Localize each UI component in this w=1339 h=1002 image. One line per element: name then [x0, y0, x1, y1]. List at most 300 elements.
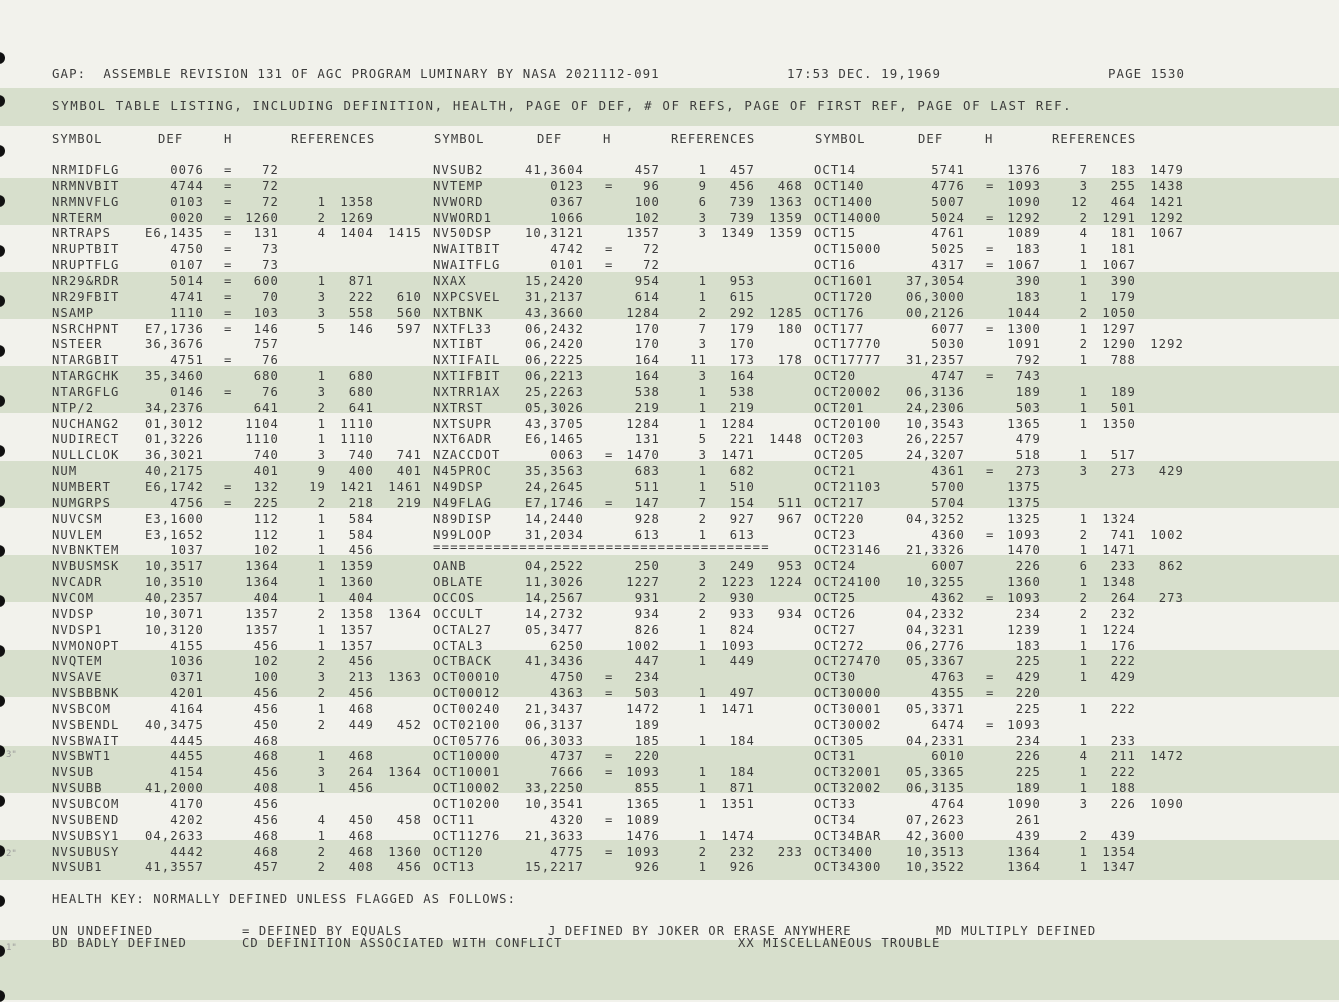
symbol-health: = [605, 845, 614, 859]
symbol-definition: 4761 [931, 226, 965, 240]
first-ref-page: 1349 [721, 226, 755, 240]
symbol-definition: 4170 [170, 797, 204, 811]
first-ref-page: 1471 [721, 448, 755, 462]
symbol-health: = [224, 306, 233, 320]
def-page: 102 [634, 211, 660, 225]
ref-count: 1 [317, 575, 326, 589]
symbol-definition: 4776 [931, 179, 965, 193]
first-ref-page: 933 [729, 607, 755, 621]
symbol-definition: E3,1600 [144, 512, 204, 526]
ref-count: 1 [317, 623, 326, 637]
ref-count: 1 [1079, 860, 1088, 874]
symbol-name: OCT30002 [814, 718, 882, 732]
symbol-name: NVSUBSY1 [52, 829, 120, 843]
ref-count: 1 [317, 639, 326, 653]
def-page: 1093 [626, 845, 660, 859]
def-page: 1090 [1007, 797, 1041, 811]
symbol-definition: 24,2306 [905, 401, 965, 415]
symbol-definition: 6474 [931, 718, 965, 732]
last-ref-page: 1472 [1150, 749, 1184, 763]
symbol-definition: 5025 [931, 242, 965, 256]
col-header-symbol: SYMBOL [434, 132, 485, 146]
symbol-definition: 05,3026 [524, 401, 584, 415]
def-page: 1325 [1007, 512, 1041, 526]
ref-count: 1 [698, 781, 707, 795]
margin-mark: 1" [6, 943, 17, 953]
def-page: 683 [634, 464, 660, 478]
ref-count: 1 [317, 369, 326, 383]
symbol-definition: 06,3000 [905, 290, 965, 304]
symbol-name: OCT30 [814, 670, 857, 684]
symbol-name: NULLCLOK [52, 448, 120, 462]
first-ref-page: 1291 [1102, 211, 1136, 225]
symbol-definition: 1066 [550, 211, 584, 225]
symbol-name: OCT20002 [814, 385, 882, 399]
last-ref-page: 953 [777, 559, 803, 573]
def-page: 511 [634, 480, 660, 494]
symbol-definition: 33,2250 [524, 781, 584, 795]
symbol-name: OCTBACK [433, 654, 493, 668]
symbol-health: = [605, 179, 614, 193]
symbol-health: = [986, 591, 995, 605]
symbol-health: = [986, 211, 995, 225]
symbol-definition: 04,2332 [905, 607, 965, 621]
symbol-definition: 31,2137 [524, 290, 584, 304]
symbol-name: NXTSUPR [433, 417, 493, 431]
first-ref-page: 170 [729, 337, 755, 351]
symbol-name: NRMNVBIT [52, 179, 120, 193]
last-ref-page: 452 [396, 718, 422, 732]
def-page: 447 [634, 654, 660, 668]
def-page: 757 [253, 337, 279, 351]
first-ref-page: 232 [1110, 607, 1136, 621]
symbol-name: OCT24 [814, 559, 857, 573]
symbol-definition: 0146 [170, 385, 204, 399]
symbol-definition: 4442 [170, 845, 204, 859]
symbol-definition: 0020 [170, 211, 204, 225]
symbol-definition: 4756 [170, 496, 204, 510]
ref-count: 1 [1079, 654, 1088, 668]
symbol-definition: 06,2420 [524, 337, 584, 351]
def-page: 72 [643, 242, 660, 256]
symbol-definition: 15,2420 [524, 274, 584, 288]
symbol-health: = [605, 670, 614, 684]
symbol-name: NXAX [433, 274, 467, 288]
first-ref-page: 1223 [721, 575, 755, 589]
def-page: 740 [253, 448, 279, 462]
def-page: 518 [1015, 448, 1041, 462]
symbol-health: = [224, 242, 233, 256]
timestamp: 17:53 DEC. 19,1969 [787, 66, 942, 81]
symbol-health: = [986, 258, 995, 272]
symbol-definition: 01,3226 [144, 432, 204, 446]
symbol-health: = [224, 163, 233, 177]
symbol-name: OCT203 [814, 432, 865, 446]
symbol-name: OCT26 [814, 607, 857, 621]
symbol-definition: 01,3012 [144, 417, 204, 431]
first-ref-page: 468 [348, 845, 374, 859]
def-page: 183 [1015, 639, 1041, 653]
def-page: 183 [1015, 242, 1041, 256]
def-page: 1357 [245, 607, 279, 621]
def-page: 73 [262, 242, 279, 256]
symbol-name: OCT201 [814, 401, 865, 415]
ref-count: 2 [698, 575, 707, 589]
symbol-definition: 10,3255 [905, 575, 965, 589]
ref-count: 1 [698, 163, 707, 177]
ref-count: 1 [1079, 702, 1088, 716]
symbol-definition: 21,3437 [524, 702, 584, 716]
symbol-name: OCT32001 [814, 765, 882, 779]
tractor-hole [0, 445, 5, 457]
def-page: 456 [253, 797, 279, 811]
last-ref-page: 1090 [1150, 797, 1184, 811]
first-ref-page: 464 [1110, 195, 1136, 209]
symbol-name: OCTAL27 [433, 623, 493, 637]
first-ref-page: 641 [348, 401, 374, 415]
first-ref-page: 1297 [1102, 322, 1136, 336]
symbol-definition: 4363 [550, 686, 584, 700]
ref-count: 1 [317, 528, 326, 542]
margin-mark: 2" [6, 849, 17, 859]
symbol-name: OCT34 [814, 813, 857, 827]
def-page: 225 [1015, 765, 1041, 779]
def-page: 1470 [626, 448, 660, 462]
last-ref-page: 178 [777, 353, 803, 367]
symbol-name: NRUPTBIT [52, 242, 120, 256]
def-page: 170 [634, 322, 660, 336]
symbol-name: NVSAVE [52, 670, 103, 684]
symbol-name: OCT1601 [814, 274, 874, 288]
def-page: 538 [634, 385, 660, 399]
def-page: 189 [634, 718, 660, 732]
def-page: 468 [253, 829, 279, 843]
symbol-definition: 04,3231 [905, 623, 965, 637]
symbol-definition: 06,2432 [524, 322, 584, 336]
symbol-name: NVCOM [52, 591, 95, 605]
symbol-name: OCT16 [814, 258, 857, 272]
ref-count: 1 [1079, 448, 1088, 462]
symbol-name: OCT27 [814, 623, 857, 637]
last-ref-page: 1285 [769, 306, 803, 320]
def-page: 73 [262, 258, 279, 272]
ref-count: 2 [317, 496, 326, 510]
ref-count: 1 [1079, 845, 1088, 859]
def-page: 614 [634, 290, 660, 304]
symbol-definition: 4742 [550, 242, 584, 256]
symbol-name: NUDIRECT [52, 432, 120, 446]
margin-mark: 3" [6, 750, 17, 760]
def-page: 220 [1015, 686, 1041, 700]
symbol-definition: 14,2732 [524, 607, 584, 621]
symbol-definition: 14,2567 [524, 591, 584, 605]
first-ref-page: 468 [348, 829, 374, 843]
ref-count: 3 [317, 448, 326, 462]
symbol-definition: 25,2263 [524, 385, 584, 399]
ref-count: 1 [1079, 670, 1088, 684]
ref-count: 3 [317, 306, 326, 320]
first-ref-page: 183 [1110, 163, 1136, 177]
symbol-name: NVSBBBNK [52, 686, 120, 700]
last-ref-page: 456 [396, 860, 422, 874]
ref-count: 1 [698, 797, 707, 811]
ref-count: 2 [317, 860, 326, 874]
symbol-name: NXTRR1AX [433, 385, 501, 399]
first-ref-page: 468 [348, 749, 374, 763]
def-page: 1357 [245, 623, 279, 637]
ref-count: 1 [317, 512, 326, 526]
first-ref-page: 1351 [721, 797, 755, 811]
symbol-name: NRTERM [52, 211, 103, 225]
symbol-definition: 0107 [170, 258, 204, 272]
last-ref-page: 1363 [769, 195, 803, 209]
symbol-name: OCT24100 [814, 575, 882, 589]
ref-count: 2 [317, 845, 326, 859]
def-page: 479 [1015, 432, 1041, 446]
def-page: 680 [253, 369, 279, 383]
tractor-hole [0, 52, 5, 64]
ref-count: 1 [1079, 575, 1088, 589]
symbol-name: OCT1400 [814, 195, 874, 209]
symbol-definition: 41,3436 [524, 654, 584, 668]
symbol-definition: 35,3460 [144, 369, 204, 383]
ref-count: 2 [317, 686, 326, 700]
last-ref-page: 1364 [388, 765, 422, 779]
def-page: 1364 [1007, 845, 1041, 859]
first-ref-page: 222 [348, 290, 374, 304]
def-page: 112 [253, 528, 279, 542]
symbol-name: OCT10002 [433, 781, 501, 795]
symbol-name: NWAITFLG [433, 258, 501, 272]
first-ref-page: 1474 [721, 829, 755, 843]
def-page: 164 [634, 369, 660, 383]
last-ref-page: 1359 [769, 211, 803, 225]
def-page: 146 [253, 322, 279, 336]
ref-count: 2 [1079, 829, 1088, 843]
def-page: 503 [1015, 401, 1041, 415]
def-page: 226 [1015, 559, 1041, 573]
col-header-def: DEF [158, 132, 184, 146]
last-ref-page: 1421 [1150, 195, 1184, 209]
ref-count: 3 [317, 670, 326, 684]
symbol-name: NXTIFAIL [433, 353, 501, 367]
symbol-name: OCT217 [814, 496, 865, 510]
ref-count: 12 [1071, 195, 1088, 209]
def-page: 1357 [626, 226, 660, 240]
symbol-definition: 1037 [170, 543, 204, 557]
health-key-bd: BD BADLY DEFINED [52, 936, 187, 950]
symbol-health: = [986, 718, 995, 732]
symbol-definition: 4764 [931, 797, 965, 811]
first-ref-page: 615 [729, 290, 755, 304]
symbol-health: = [224, 290, 233, 304]
symbol-name: OCT05776 [433, 734, 501, 748]
symbol-definition: 4455 [170, 749, 204, 763]
symbol-definition: 10,3543 [905, 417, 965, 431]
first-ref-page: 449 [729, 654, 755, 668]
def-page: 189 [1015, 781, 1041, 795]
symbol-name: NUVCSM [52, 512, 103, 526]
symbol-name: OCT3400 [814, 845, 874, 859]
first-ref-page: 184 [729, 765, 755, 779]
symbol-name: NVSUB1 [52, 860, 103, 874]
first-ref-page: 218 [348, 496, 374, 510]
symbol-health: = [224, 226, 233, 240]
first-ref-page: 264 [348, 765, 374, 779]
symbol-name: NRUPTFLG [52, 258, 120, 272]
symbol-name: OCT10001 [433, 765, 501, 779]
health-key-md: MD MULTIPLY DEFINED [936, 924, 1097, 938]
first-ref-page: 1359 [340, 559, 374, 573]
symbol-definition: 05,3477 [524, 623, 584, 637]
ref-count: 1 [698, 829, 707, 843]
first-ref-page: 584 [348, 512, 374, 526]
symbol-definition: 5024 [931, 211, 965, 225]
ref-count: 2 [698, 845, 707, 859]
ref-count: 4 [1079, 226, 1088, 240]
def-page: 954 [634, 274, 660, 288]
first-ref-page: 176 [1110, 639, 1136, 653]
symbol-name: OCT14 [814, 163, 857, 177]
symbol-definition: 4750 [550, 670, 584, 684]
ref-count: 1 [698, 702, 707, 716]
def-page: 189 [1015, 385, 1041, 399]
last-ref-page: 511 [777, 496, 803, 510]
def-page: 1470 [1007, 543, 1041, 557]
symbol-name: OCT177 [814, 322, 865, 336]
symbol-definition: 4361 [931, 464, 965, 478]
def-page: 1091 [1007, 337, 1041, 351]
def-page: 468 [253, 734, 279, 748]
symbol-name: NVSBWT1 [52, 749, 112, 763]
def-page: 1260 [245, 211, 279, 225]
def-page: 1360 [1007, 575, 1041, 589]
symbol-name: OCT20100 [814, 417, 882, 431]
tractor-hole [0, 795, 5, 807]
symbol-name: NTP/2 [52, 401, 95, 415]
def-page: 102 [253, 654, 279, 668]
last-ref-page: 1479 [1150, 163, 1184, 177]
symbol-definition: 4751 [170, 353, 204, 367]
symbol-name: NVTEMP [433, 179, 484, 193]
symbol-definition: 07,2623 [905, 813, 965, 827]
ref-count: 2 [1079, 337, 1088, 351]
symbol-name: OCT33 [814, 797, 857, 811]
def-page: 1292 [1007, 211, 1041, 225]
symbol-health: = [224, 496, 233, 510]
symbol-name: OCCULT [433, 607, 484, 621]
symbol-definition: 0063 [550, 448, 584, 462]
symbol-definition: 4741 [170, 290, 204, 304]
ref-count: 1 [1079, 417, 1088, 431]
symbol-name: NUM [52, 464, 78, 478]
symbol-health: = [224, 480, 233, 494]
first-ref-page: 497 [729, 686, 755, 700]
symbol-name: NVCADR [52, 575, 103, 589]
symbol-name: OCT10000 [433, 749, 501, 763]
first-ref-page: 439 [1110, 829, 1136, 843]
symbol-name: OCT17770 [814, 337, 882, 351]
symbol-definition: 06,3135 [905, 781, 965, 795]
symbol-name: OCT11 [433, 813, 476, 827]
def-page: 855 [634, 781, 660, 795]
health-key-un: UN UNDEFINED [52, 924, 154, 938]
ref-count: 1 [698, 401, 707, 415]
ref-count: 1 [1079, 543, 1088, 557]
last-ref-page: 597 [396, 322, 422, 336]
first-ref-page: 584 [348, 528, 374, 542]
def-page: 273 [1015, 464, 1041, 478]
first-ref-page: 1350 [1102, 417, 1136, 431]
symbol-definition: 4362 [931, 591, 965, 605]
def-page: 457 [253, 860, 279, 874]
symbol-name: NVSUB [52, 765, 95, 779]
symbol-name: NVBNKTEM [52, 543, 120, 557]
first-ref-page: 232 [729, 845, 755, 859]
ref-count: 1 [698, 623, 707, 637]
last-ref-page: 273 [1158, 591, 1184, 605]
symbol-name: OCT34300 [814, 860, 882, 874]
ref-count: 4 [317, 226, 326, 240]
ref-count: 1 [1079, 385, 1088, 399]
ref-count: 5 [317, 322, 326, 336]
symbol-health: = [605, 686, 614, 700]
symbol-health: = [986, 179, 995, 193]
ref-count: 3 [698, 559, 707, 573]
first-ref-page: 538 [729, 385, 755, 399]
def-page: 1284 [626, 306, 660, 320]
def-page: 72 [262, 179, 279, 193]
ref-count: 3 [317, 385, 326, 399]
symbol-name: OCT27470 [814, 654, 882, 668]
symbol-health: = [224, 274, 233, 288]
def-page: 468 [253, 749, 279, 763]
last-ref-page: 1292 [1150, 337, 1184, 351]
first-ref-page: 1404 [340, 226, 374, 240]
ref-count: 7 [1079, 163, 1088, 177]
symbol-definition: 43,3705 [524, 417, 584, 431]
symbol-name: NR29FBIT [52, 290, 120, 304]
symbol-definition: 4155 [170, 639, 204, 653]
symbol-name: OCT23146 [814, 543, 882, 557]
def-page: 1093 [1007, 591, 1041, 605]
ref-count: 1 [1079, 512, 1088, 526]
health-key-title: HEALTH KEY: NORMALLY DEFINED UNLESS FLAGGED AS FOLLOWS: [52, 892, 517, 906]
ref-count: 1 [698, 654, 707, 668]
symbol-name: NUCHANG2 [52, 417, 120, 431]
symbol-health: = [986, 464, 995, 478]
symbol-definition: 43,3660 [524, 306, 584, 320]
symbol-definition: 06,2213 [524, 369, 584, 383]
ref-count: 1 [1079, 401, 1088, 415]
first-ref-page: 501 [1110, 401, 1136, 415]
last-ref-page: 1359 [769, 226, 803, 240]
first-ref-page: 213 [348, 670, 374, 684]
ref-count: 1 [317, 781, 326, 795]
last-ref-page: 610 [396, 290, 422, 304]
symbol-name: NXTIFBIT [433, 369, 501, 383]
symbol-definition: 40,3475 [144, 718, 204, 732]
symbol-definition: 6007 [931, 559, 965, 573]
ref-count: 1 [698, 860, 707, 874]
def-page: 926 [634, 860, 660, 874]
def-page: 1089 [626, 813, 660, 827]
last-ref-page: 1363 [388, 670, 422, 684]
symbol-name: NUMGRPS [52, 496, 112, 510]
first-ref-page: 456 [348, 654, 374, 668]
symbol-definition: 4737 [550, 749, 584, 763]
first-ref-page: 456 [348, 686, 374, 700]
